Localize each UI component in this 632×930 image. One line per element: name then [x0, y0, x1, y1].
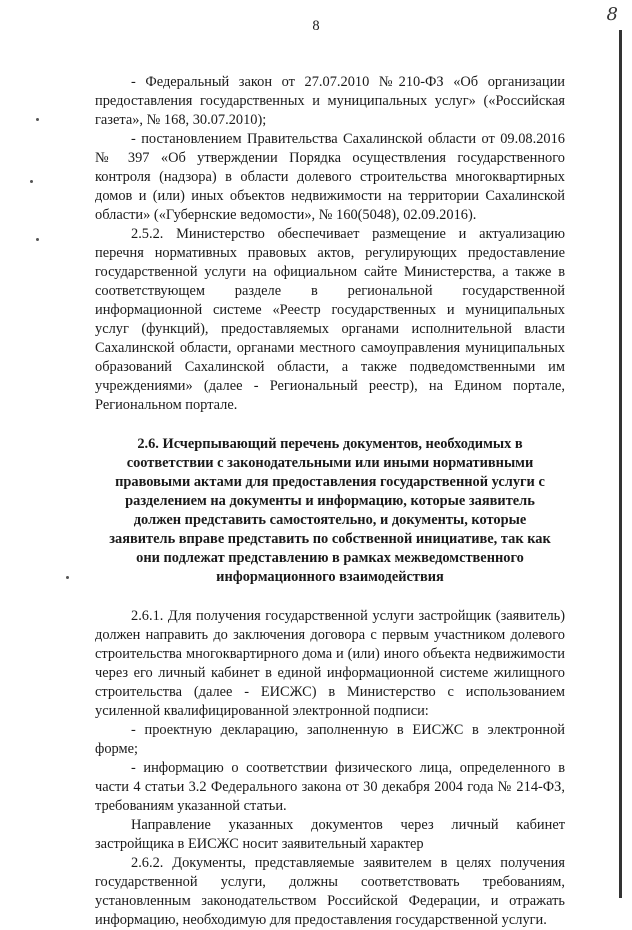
- scan-speck: [36, 238, 39, 241]
- corner-page-mark: 8: [606, 4, 618, 25]
- paragraph-2-6-2: 2.6.2. Документы, представляемые заявителем в целях получения государственной услуги, должны соответствовать требованиям, установленным законодательством Российской Федерации, и отражать информацию, необходимую для предоставления государственной услуги.: [95, 855, 565, 928]
- scan-speck: [66, 576, 69, 579]
- page-number: 8: [312, 18, 320, 34]
- scan-speck: [30, 180, 33, 183]
- paragraph-2-6-1: 2.6.1. Для получения государственной услуги застройщик (заявитель) должен направить до заключения договора с первым участником долевого строительства многоквартирного дома и (или) иного объекта недвижимости через его личный кабинет в единой информационной системе жилищного строительства (далее - ЕИСЖС) в Министерство с использованием усиленной квалифицированной электронной подписи:: [95, 608, 565, 719]
- paragraph-2-5-2: 2.5.2. Министерство обеспечивает размещение и актуализацию перечня нормативных правовых актов, регулирующих предоставление государственной услуги на официальном сайте Министерства, а также в соответствующем разделе в региональной государственной информационной системе «Реестр государственных и муниципальных услуг (функций), предоставляемых органами исполнительной власти Сахалинской области, органами местного самоуправления муниципальных образований Сахалинской области, а также подведомственными им учреждениями» (далее - Региональный реестр), на Едином портале, Региональном портале.: [95, 226, 565, 413]
- list-item-project-declaration: - проектную декларацию, заполненную в ЕИСЖС в электронной форме;: [95, 722, 565, 757]
- paragraph-submission-note: Направление указанных документов через личный кабинет застройщика в ЕИСЖС носит заявительный характер: [95, 817, 565, 852]
- paragraph-resolution-397: - постановлением Правительства Сахалинской области от 09.08.2016 № 397 «Об утверждении Порядка осуществления государственного контроля (надзора) в области долевого строительства многоквартирных домов и (или) иных объектов недвижимости на территории Сахалинской области» («Губернские ведомости», № 160(5048), 02.09.2016).: [95, 131, 565, 223]
- paragraph-federal-law-210: - Федеральный закон от 27.07.2010 №210-ФЗ «Об организации предоставления государственных и муниципальных услуг» («Российская газета», № 168, 30.07.2010);: [95, 74, 565, 128]
- list-item-person-information: - информацию о соответствии физического лица, определенного в части 4 статьи 3.2 Федерального закона от 30 декабря 2004 года № 214-ФЗ, требованиям указанной статьи.: [95, 760, 565, 814]
- document-body: [95, 73, 565, 930]
- scan-speck: [36, 118, 39, 121]
- page-edge-shadow: [619, 30, 622, 898]
- section-heading-2-6: 2.6. Исчерпывающий перечень документов, необходимых в соответствии с законодательными или иными нормативными правовыми актами для предоставления государственной услуги с разделением на документы и информацию, которые заявитель должен представить самостоятельно, и документы, которые заявитель вправе представить по собственной инициативе, так как они подлежат представлению в рамках межведомственного информационного взаимодействия: [109, 436, 551, 585]
